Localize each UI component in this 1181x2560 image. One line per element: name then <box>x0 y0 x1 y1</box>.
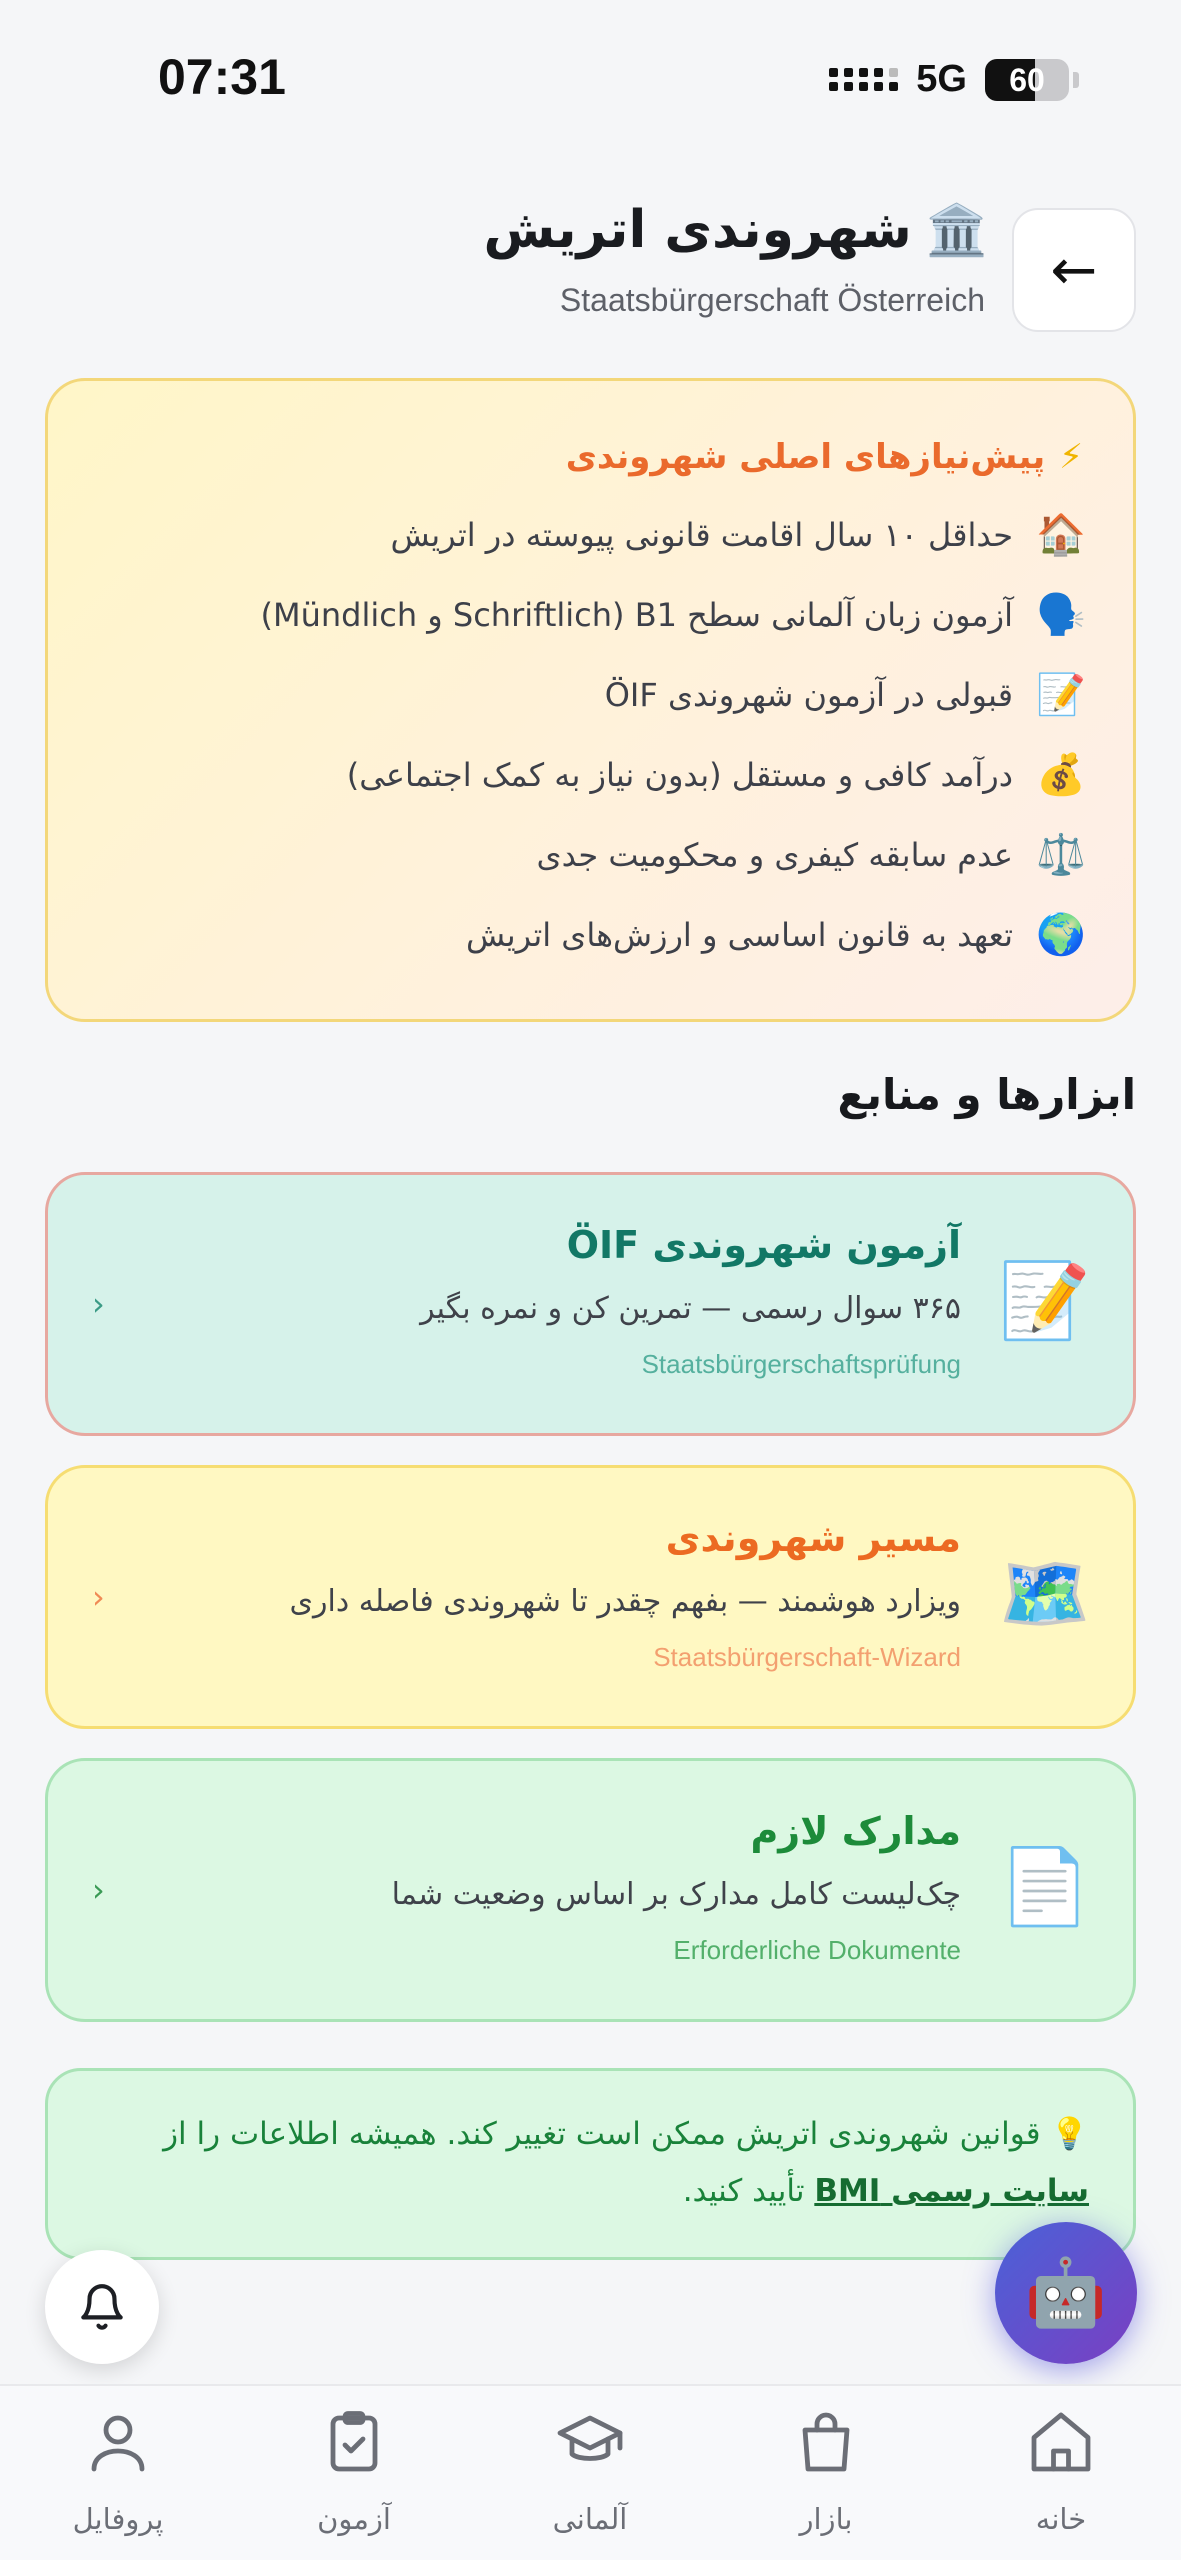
requirement-item: ⚖️ عدم سابقه کیفری و محکومیت جدی <box>536 832 1086 878</box>
nav-label: پروفایل <box>72 2502 164 2536</box>
requirement-item: 🗣️ آزمون زبان آلمانی سطح B1 (Schriftlich و Mündlich) <box>260 592 1086 638</box>
legal-notice <box>45 2068 1136 2260</box>
nav-item-exam[interactable] <box>264 2406 444 2556</box>
memo-icon: 📝 <box>998 1258 1091 1344</box>
document-icon: 📄 <box>998 1844 1091 1930</box>
bell-icon <box>77 2280 127 2334</box>
signal-icon <box>829 68 898 91</box>
requirements-card <box>45 378 1136 1022</box>
bmi-official-site-link[interactable]: سایت رسمی BMI <box>814 2173 1089 2209</box>
citizenship-exam-card[interactable] <box>45 1172 1136 1436</box>
requirement-item: 📝 قبولی در آزمون شهروندی ÖIF <box>604 672 1086 718</box>
chevron-left-icon: ‹ <box>92 1578 105 1616</box>
battery-icon <box>985 59 1069 101</box>
card-subtitle: Staatsbürgerschaftsprüfung <box>641 1349 961 1379</box>
bank-building-icon: 🏛️ <box>925 201 988 259</box>
card-description: ویزارد هوشمند — بفهم چقدر تا شهروندی فاصله داری <box>289 1584 961 1619</box>
nav-item-market[interactable] <box>736 2406 916 2556</box>
shopping-bag-icon <box>790 2406 862 2478</box>
notice-text: قوانین شهروندی اتریش ممکن است تغییر کند. همیشه اطلاعات را از <box>163 2116 1041 2152</box>
clipboard-check-icon <box>318 2406 390 2478</box>
requirement-item: 🏠 حداقل ۱۰ سال اقامت قانونی پیوسته در اتریش <box>390 512 1086 558</box>
home-icon <box>1025 2406 1097 2478</box>
ai-assistant-button[interactable] <box>995 2222 1137 2364</box>
bottom-navigation <box>0 2384 1181 2560</box>
lightning-icon: ⚡ <box>1059 437 1083 477</box>
card-subtitle: Erforderliche Dokumente <box>673 1935 961 1965</box>
globe-icon: 🌍 <box>1036 912 1086 958</box>
status-time: 07:31 <box>158 49 286 105</box>
user-icon <box>82 2406 154 2478</box>
graduation-cap-icon <box>554 2406 626 2478</box>
status-bar <box>0 0 1181 150</box>
notice-text-end: تأیید کنید. <box>682 2173 815 2209</box>
nav-item-profile[interactable] <box>28 2406 208 2556</box>
nav-item-german[interactable] <box>500 2406 680 2556</box>
back-button[interactable] <box>1012 208 1136 332</box>
map-icon: 🗺️ <box>998 1551 1091 1637</box>
memo-icon: 📝 <box>1036 672 1086 718</box>
nav-label: بازار <box>799 2502 853 2536</box>
arrow-left-icon: ← <box>1050 237 1098 303</box>
nav-item-home[interactable] <box>971 2406 1151 2556</box>
page-title <box>484 200 988 260</box>
house-icon: 🏠 <box>1036 512 1086 558</box>
lightbulb-icon: 💡 <box>1050 2116 1089 2152</box>
notifications-button[interactable] <box>45 2250 159 2364</box>
card-description: ۳۶۵ سوال رسمی — تمرین کن و نمره بگیر <box>420 1291 961 1326</box>
speaking-head-icon: 🗣️ <box>1036 592 1086 638</box>
battery-level: 60 <box>1009 61 1045 98</box>
card-title: مسیر شهروندی <box>665 1516 961 1560</box>
chevron-left-icon: ‹ <box>92 1871 105 1909</box>
card-title: مدارک لازم <box>750 1809 961 1853</box>
citizenship-path-card[interactable] <box>45 1465 1136 1729</box>
page-subtitle: Staatsbürgerschaft Österreich <box>559 282 985 318</box>
money-bag-icon: 💰 <box>1036 752 1086 798</box>
chevron-left-icon: ‹ <box>92 1285 105 1323</box>
required-documents-card[interactable] <box>45 1758 1136 2022</box>
card-description: چک‌لیست کامل مدارک بر اساس وضعیت شما <box>391 1877 961 1912</box>
scales-icon: ⚖️ <box>1036 832 1086 878</box>
nav-label: خانه <box>1035 2502 1087 2536</box>
requirement-item: 🌍 تعهد به قانون اساسی و ارزش‌های اتریش <box>465 912 1086 958</box>
network-type: 5G <box>916 58 967 100</box>
nav-label: آلمانی <box>552 2502 628 2536</box>
tools-section-title: ابزارها و منابع <box>837 1070 1136 1119</box>
requirements-title: ⚡پیش‌نیازهای اصلی شهروندی <box>565 437 1083 477</box>
robot-icon: 🤖 <box>1024 2254 1108 2331</box>
status-indicators <box>829 58 1079 101</box>
page-title-text: شهروندی اتریش <box>483 200 912 260</box>
nav-label: آزمون <box>317 2502 391 2536</box>
card-subtitle: Staatsbürgerschaft-Wizard <box>653 1642 961 1672</box>
card-title: آزمون شهروندی ÖIF <box>566 1223 961 1267</box>
requirement-item: 💰 درآمد کافی و مستقل (بدون نیاز به کمک اجتماعی) <box>346 752 1086 798</box>
